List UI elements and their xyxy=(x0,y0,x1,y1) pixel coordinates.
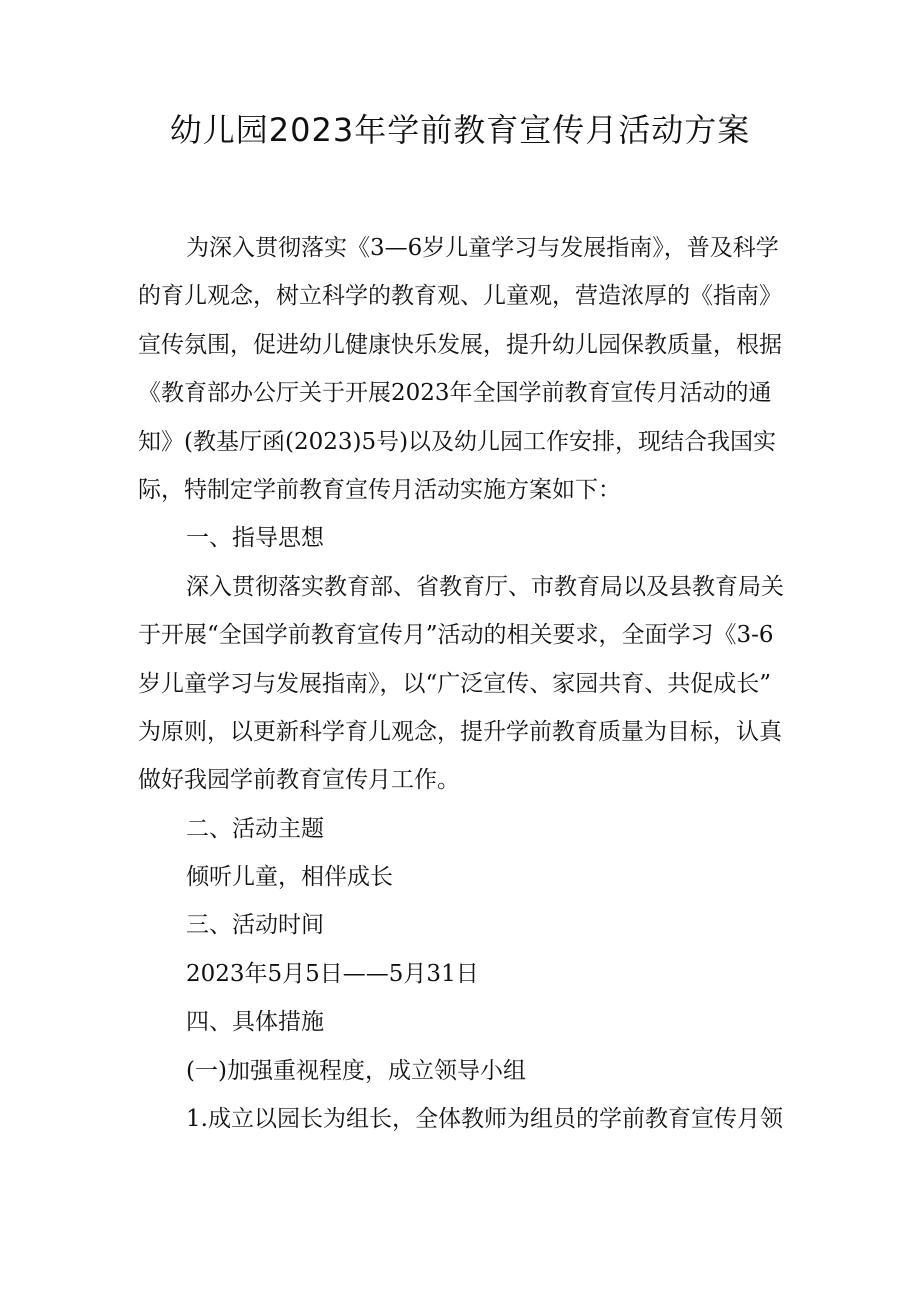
activity-theme-text: 倾听儿童，相伴成长 xyxy=(186,864,393,891)
section-heading-measures: 四、具体措施 xyxy=(186,1009,324,1036)
paragraph-line: 做好我园学前教育宣传月工作。 xyxy=(138,767,460,794)
activity-time-text: 2023年5月5日——5月31日 xyxy=(186,960,479,987)
paragraph-line: 际，特制定学前教育宣传月活动实施方案如下： xyxy=(138,476,621,503)
paragraph-line: 宣传氛围，促进幼儿健康快乐发展，提升幼儿园保教质量，根据 xyxy=(138,331,782,358)
document-title: 幼儿园2023年学前教育宣传月活动方案 xyxy=(169,111,751,149)
list-item-line: 1.成立以园长为组长，全体教师为组员的学前教育宣传月领 xyxy=(186,1106,783,1133)
paragraph-line: 深入贯彻落实教育部、省教育厅、市教育局以及县教育局关 xyxy=(186,573,784,600)
paragraph-line: 岁儿童学习与发展指南》，以“广泛宣传、家园共育、共促成长” xyxy=(138,670,772,697)
section-heading-activity-time: 三、活动时间 xyxy=(186,912,324,939)
subsection-heading: (一)加强重视程度，成立领导小组 xyxy=(186,1057,526,1084)
paragraph-line: 的育儿观念，树立科学的教育观、儿童观，营造浓厚的《指南》 xyxy=(138,283,782,310)
section-heading-activity-theme: 二、活动主题 xyxy=(186,815,324,842)
document-body xyxy=(138,224,788,1143)
paragraph-line: 知》(教基厅函(2023)5号)以及幼儿园工作安排，现结合我国实 xyxy=(138,428,777,455)
paragraph-line: 《教育部办公厅关于开展2023年全国学前教育宣传月活动的通 xyxy=(138,380,772,407)
section-heading-guiding-ideology: 一、指导思想 xyxy=(186,525,324,552)
paragraph-line: 为深入贯彻落实《3—6岁儿童学习与发展指南》，普及科学 xyxy=(186,235,779,261)
paragraph-line: 于开展“全国学前教育宣传月”活动的相关要求，全面学习《3-6 xyxy=(138,622,774,649)
paragraph-line: 为原则，以更新科学育儿观念，提升学前教育质量为目标，认真 xyxy=(138,718,782,745)
